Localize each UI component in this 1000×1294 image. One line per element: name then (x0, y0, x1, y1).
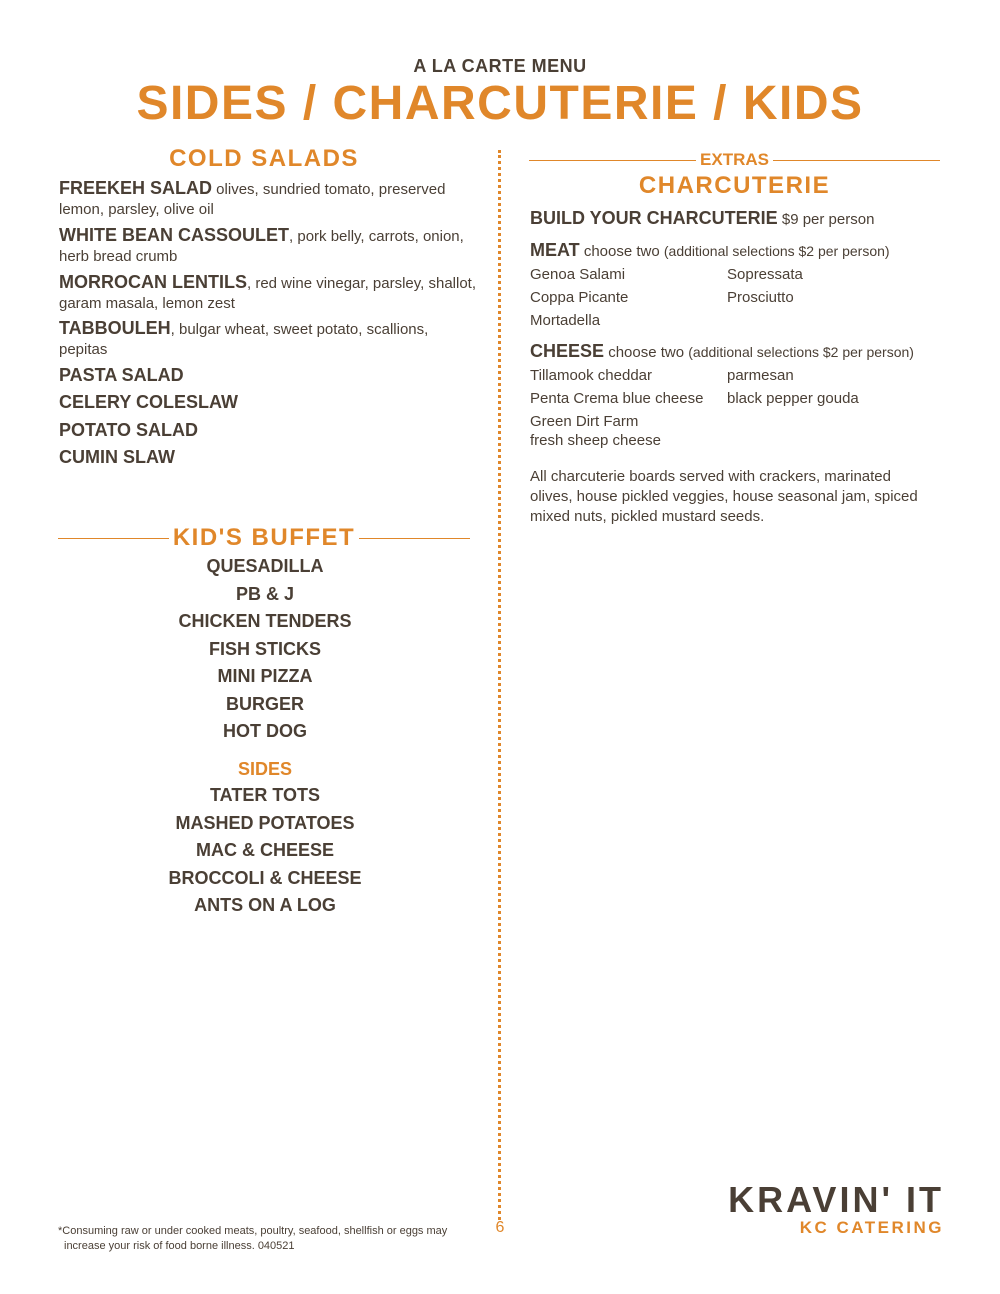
option-row (530, 410, 940, 433)
item-name: POTATO SALAD (59, 420, 198, 440)
meat-heading (530, 240, 940, 262)
menu-item-pasta-salad (59, 365, 479, 387)
option-row (530, 431, 940, 451)
note-line: All charcuterie boards served with crackers, marinated (530, 468, 891, 485)
item-name: BUILD YOUR CHARCUTERIE (530, 208, 778, 228)
cheese-heading (530, 341, 940, 363)
option: Genoa Salami (530, 266, 626, 283)
food-safety-disclaimer (58, 1224, 478, 1254)
option: Tillamook cheddar (530, 367, 652, 384)
column-divider (498, 150, 501, 1220)
heading-rule-right (773, 160, 940, 161)
list-item: BURGER (225, 693, 304, 714)
logo-subtitle: KC CATERING (799, 1218, 944, 1237)
option (727, 410, 940, 433)
kids-sides-list (60, 756, 470, 920)
list-item: MAC & CHEESE (195, 840, 334, 860)
option: Sopressata (727, 266, 803, 283)
kids-buffet-list (60, 553, 470, 746)
list-item: ANTS ON A LOG (194, 895, 336, 915)
cheese-options (530, 364, 940, 451)
menu-item-cumin-slaw (59, 447, 479, 469)
list-item: MASHED POTATOES (175, 812, 355, 833)
note-line: olives, house pickled veggies, house seasonal jam, spiced (530, 488, 918, 505)
charcuterie-note (530, 467, 940, 527)
list-item: MINI PIZZA (217, 666, 313, 686)
disclaimer-line: *Consuming raw or under cooked meats, poultry, seafood, shellfish or eggs may (58, 1225, 448, 1237)
item-desc: , red wine vinegar, parsley, shallot, (247, 275, 477, 292)
item-name: MORROCAN LENTILS (59, 272, 247, 292)
choose-text: choose two (604, 344, 689, 361)
item-desc: herb bread crumb (59, 248, 178, 265)
menu-item-potato-salad (59, 420, 479, 442)
option: Prosciutto (727, 289, 794, 306)
list-item: FISH STICKS (208, 638, 321, 659)
option: black pepper gouda (727, 390, 859, 407)
item-name: CELERY COLESLAW (59, 392, 239, 412)
note-line: mixed nuts, pickled mustard seeds. (530, 508, 765, 525)
option: fresh sheep cheese (530, 432, 661, 449)
page-number: 6 (495, 1219, 505, 1236)
cold-salads-heading: COLD SALADS (169, 145, 359, 172)
menu-item-tabbouleh (59, 318, 479, 360)
option: Green Dirt Farm (530, 413, 639, 430)
item-desc: garam masala, lemon zest (59, 295, 235, 312)
item-desc: , bulgar wheat, sweet potato, scallions, (170, 321, 429, 338)
list-item: TATER TOTS (210, 785, 320, 805)
additional-text: (additional selections $2 per person) (663, 243, 890, 259)
kids-buffet-heading (58, 524, 470, 552)
additional-text: (additional selections $2 per person) (688, 344, 914, 360)
disclaimer-line: increase your risk of food borne illness. 040521 (64, 1240, 295, 1252)
list-item: PB & J (235, 583, 295, 604)
item-price: $9 per person (777, 211, 875, 228)
item-name: MEAT (530, 240, 580, 260)
kids-buffet-title: KID'S BUFFET (172, 524, 356, 551)
charcuterie-heading: CHARCUTERIE (638, 172, 831, 199)
list-item: CHICKEN TENDERS (178, 611, 352, 631)
option-row (530, 364, 940, 387)
menu-kicker: A LA CARTE MENU (413, 56, 587, 76)
list-item: BROCCOLI & CHEESE (168, 867, 362, 888)
item-desc: pepitas (59, 341, 108, 358)
logo-wordmark: KRAVIN' IT (728, 1179, 944, 1220)
item-name: CUMIN SLAW (59, 447, 175, 467)
meat-options (530, 263, 940, 332)
item-name: CHEESE (530, 341, 605, 361)
menu-item-white-bean-cassoulet (59, 225, 479, 267)
option-row (530, 309, 940, 332)
menu-item-celery-coleslaw (59, 392, 479, 414)
heading-rule-right (359, 538, 470, 539)
menu-item-morrocan-lentils (59, 272, 479, 314)
option: Penta Crema blue cheese (530, 390, 704, 407)
item-name: TABBOULEH (59, 318, 171, 338)
heading-rule-left (529, 160, 696, 161)
option: Mortadella (530, 312, 601, 329)
page-title: SIDES / CHARCUTERIE / KIDS (136, 77, 864, 130)
kravin-it-logo (688, 1180, 944, 1238)
item-desc: , pork belly, carrots, onion, (289, 228, 464, 245)
option-row (530, 286, 940, 309)
build-charcuterie (530, 208, 940, 230)
extras-heading (529, 150, 940, 170)
option (727, 431, 940, 451)
item-name: FREEKEH SALAD (59, 178, 213, 198)
option-row (530, 263, 940, 286)
option (727, 309, 940, 332)
list-item: HOT DOG (223, 721, 307, 741)
extras-title: EXTRAS (700, 150, 769, 169)
heading-rule-left (58, 538, 169, 539)
item-desc: lemon, parsley, olive oil (59, 201, 214, 218)
item-name: PASTA SALAD (59, 365, 184, 385)
option-row (530, 387, 940, 410)
option: parmesan (727, 367, 794, 384)
option: Coppa Picante (530, 289, 629, 306)
kids-sides-heading: SIDES (237, 759, 293, 779)
menu-item-freekeh-salad (59, 178, 479, 220)
item-desc: olives, sundried tomato, preserved (212, 181, 446, 198)
list-item: QUESADILLA (206, 556, 324, 576)
choose-text: choose two (579, 243, 664, 260)
item-name: WHITE BEAN CASSOULET (59, 225, 290, 245)
